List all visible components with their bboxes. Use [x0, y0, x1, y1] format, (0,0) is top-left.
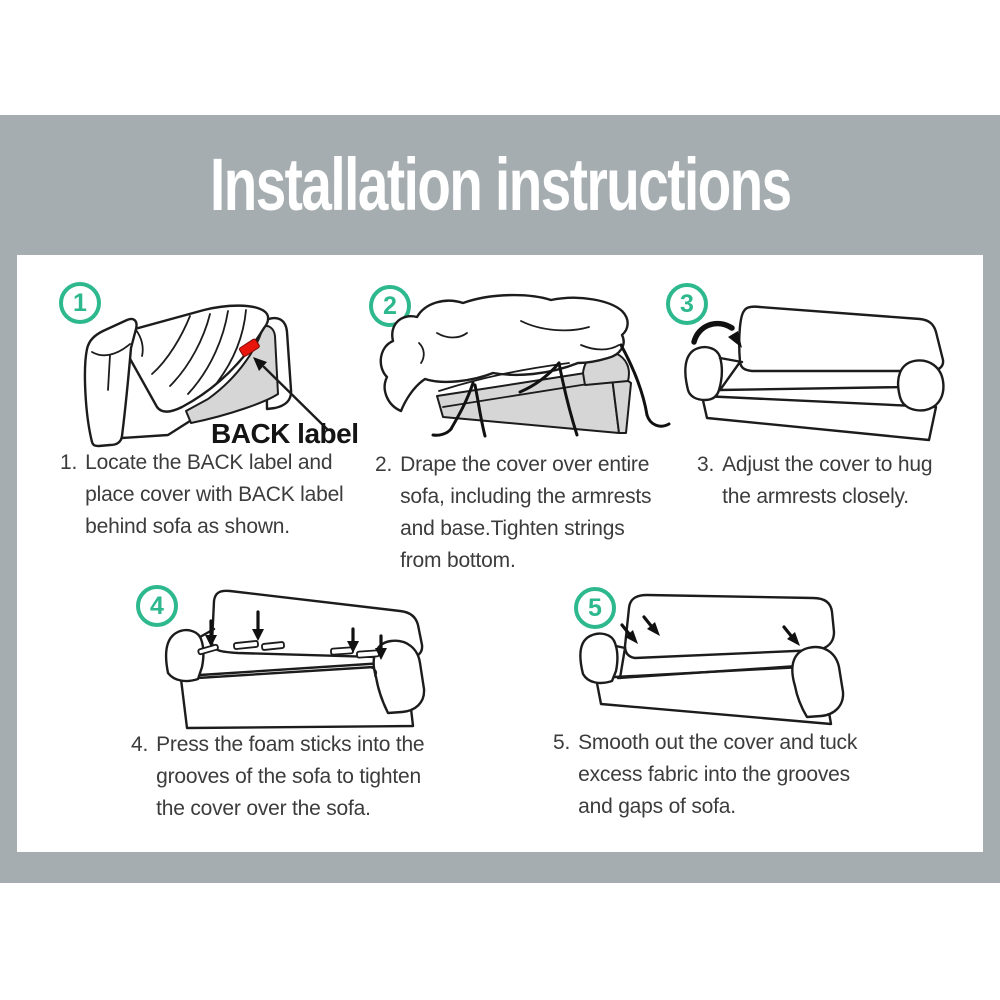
step-2-text: [375, 449, 651, 577]
step-3-number: 3.: [697, 453, 715, 476]
step-line: place cover with BACK label: [85, 483, 344, 506]
step-line: the cover over the sofa.: [156, 797, 371, 820]
step-5-badge: 5: [574, 587, 616, 629]
step-line: Drape the cover over entire: [400, 453, 650, 476]
step-line: Smooth out the cover and tuck: [578, 731, 858, 754]
sofa-smooth-tuck-illustration: [563, 586, 908, 736]
step-line: Press the foam sticks into the: [156, 733, 425, 756]
sofa-foam-sticks-illustration: [148, 581, 448, 731]
curved-adjust-arrow-icon: [694, 324, 742, 348]
step-line: behind sofa as shown.: [85, 515, 290, 538]
page-title: Installation instructions: [209, 143, 791, 226]
sofa-adjust-armrest-illustration: [680, 298, 970, 453]
back-label-caption: BACK label: [211, 418, 359, 449]
step-line: and gaps of sofa.: [578, 795, 736, 818]
step-1-badge: 1: [59, 282, 101, 324]
step-2-badge: 2: [369, 285, 411, 327]
step-5-number: 5.: [553, 731, 571, 754]
step-5-text: [553, 727, 857, 823]
step-line: excess fabric into the grooves: [578, 763, 850, 786]
step-4-number: 4.: [131, 733, 149, 756]
step-line: from bottom.: [400, 549, 516, 572]
step-line: sofa, including the armrests: [400, 485, 652, 508]
step-line: Adjust the cover to hug: [722, 453, 933, 476]
step-3-badge: 3: [666, 283, 708, 325]
step-line: the armrests closely.: [722, 485, 909, 508]
title-band: [0, 143, 1000, 226]
step-3-text: [697, 449, 932, 513]
step-1-number: 1.: [60, 451, 78, 474]
step-4-text: [131, 729, 424, 825]
step-line: and base.Tighten strings: [400, 517, 625, 540]
step-line: Locate the BACK label and: [85, 451, 333, 474]
sofa-draped-cover-illustration: [373, 293, 685, 448]
step-line: grooves of the sofa to tighten: [156, 765, 421, 788]
step-4-badge: 4: [136, 585, 178, 627]
step-1-text: [60, 447, 344, 543]
step-2-number: 2.: [375, 453, 393, 476]
